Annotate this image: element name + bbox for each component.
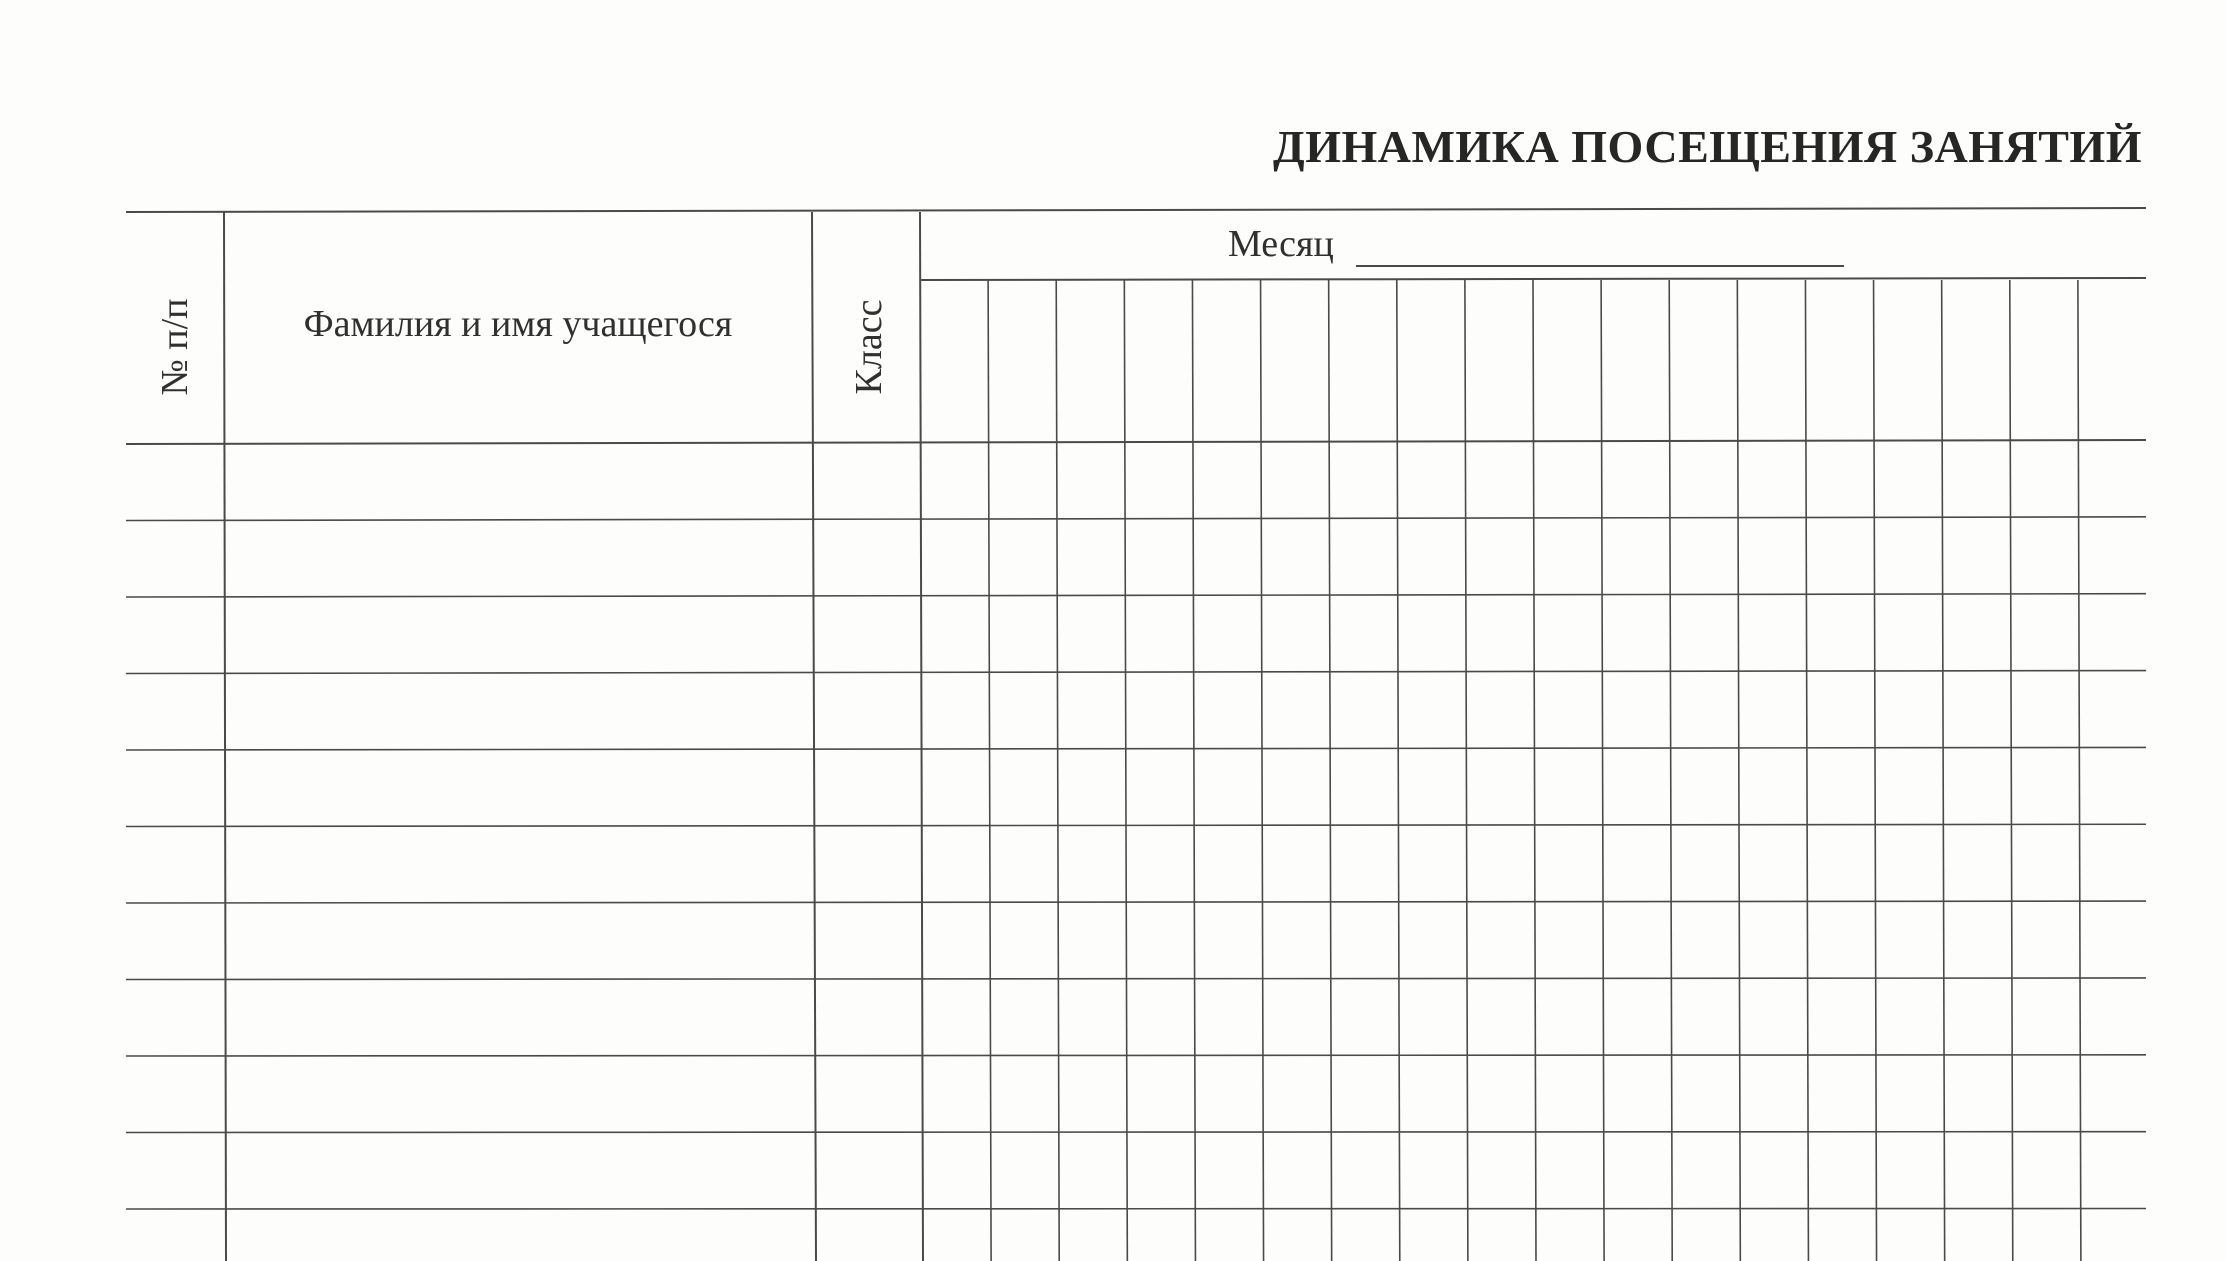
cell-attendance-day[interactable] [1601,750,1669,827]
cell-attendance-day[interactable] [1397,903,1465,980]
cell-attendance-day[interactable] [2010,444,2078,521]
cell-attendance-day[interactable] [1397,1133,1465,1210]
cell-attendance-day[interactable] [1874,750,1942,827]
cell-attendance-day[interactable] [1261,903,1329,980]
cell-attendance-day[interactable] [2078,827,2146,904]
cell-student-name[interactable] [224,1209,812,1261]
cell-attendance-day[interactable] [1192,1133,1260,1210]
cell-attendance-day[interactable] [1397,521,1465,598]
cell-attendance-day[interactable] [1737,597,1805,674]
cell-attendance-day[interactable] [1805,1209,1873,1261]
cell-attendance-day[interactable] [1261,674,1329,751]
cell-attendance-day[interactable] [1874,1209,1942,1261]
cell-row-number[interactable] [126,1133,224,1210]
table-row [126,597,2146,674]
cell-attendance-day[interactable] [2078,903,2146,980]
cell-student-name[interactable] [224,521,812,598]
cell-row-number[interactable] [126,521,224,598]
cell-attendance-day[interactable] [2010,750,2078,827]
cell-attendance-day[interactable] [1533,1209,1601,1261]
cell-attendance-day[interactable] [920,903,988,980]
cell-attendance-day[interactable] [1465,1209,1533,1261]
cell-attendance-day[interactable] [1533,750,1601,827]
cell-attendance-day[interactable] [1261,750,1329,827]
cell-attendance-day[interactable] [1942,521,2010,598]
cell-attendance-day[interactable] [1737,444,1805,521]
column-header-student-name: Фамилия и имя учащегося [303,303,733,345]
cell-attendance-day[interactable] [1329,1133,1397,1210]
cell-row-number[interactable] [126,1209,224,1261]
cell-row-number[interactable] [126,1056,224,1133]
cell-attendance-day[interactable] [1874,1056,1942,1133]
cell-attendance-day[interactable] [1669,1209,1737,1261]
cell-attendance-day[interactable] [2010,1209,2078,1261]
table-row [126,674,2146,751]
cell-attendance-day[interactable] [2078,1133,2146,1210]
cell-attendance-day[interactable] [1942,1133,2010,1210]
cell-student-name[interactable] [224,1056,812,1133]
cell-attendance-day[interactable] [1192,444,1260,521]
cell-attendance-day[interactable] [1192,521,1260,598]
cell-attendance-day[interactable] [1329,521,1397,598]
cell-attendance-day[interactable] [1942,674,2010,751]
cell-student-name[interactable] [224,1133,812,1210]
cell-row-number[interactable] [126,674,224,751]
cell-row-number[interactable] [126,980,224,1057]
cell-attendance-day[interactable] [1942,903,2010,980]
cell-attendance-day[interactable] [1261,980,1329,1057]
cell-attendance-day[interactable] [1805,827,1873,904]
cell-attendance-day[interactable] [920,827,988,904]
cell-attendance-day[interactable] [1942,827,2010,904]
cell-attendance-day[interactable] [920,980,988,1057]
cell-attendance-day[interactable] [1669,444,1737,521]
cell-attendance-day[interactable] [1192,827,1260,904]
cell-attendance-day[interactable] [988,521,1056,598]
cell-attendance-day[interactable] [1737,827,1805,904]
column-header-month: Месяц [1228,223,1334,265]
cell-attendance-day[interactable] [988,1056,1056,1133]
cell-attendance-day[interactable] [2078,1209,2146,1261]
cell-attendance-day[interactable] [1737,521,1805,598]
cell-attendance-day[interactable] [1805,597,1873,674]
cell-attendance-day[interactable] [988,1133,1056,1210]
cell-attendance-day[interactable] [1465,521,1533,598]
cell-attendance-day[interactable] [1874,980,1942,1057]
cell-attendance-day[interactable] [1397,827,1465,904]
cell-attendance-day[interactable] [1737,980,1805,1057]
cell-class[interactable] [812,444,920,521]
cell-attendance-day[interactable] [1737,1133,1805,1210]
cell-row-number[interactable] [126,903,224,980]
cell-attendance-day[interactable] [2010,521,2078,598]
cell-attendance-day[interactable] [1261,827,1329,904]
cell-attendance-day[interactable] [1329,903,1397,980]
cell-attendance-day[interactable] [1465,1133,1533,1210]
cell-attendance-day[interactable] [1805,444,1873,521]
cell-attendance-day[interactable] [1942,597,2010,674]
cell-attendance-day[interactable] [988,444,1056,521]
cell-attendance-day[interactable] [1601,444,1669,521]
cell-attendance-day[interactable] [920,521,988,598]
cell-attendance-day[interactable] [1056,521,1124,598]
cell-attendance-day[interactable] [1942,1209,2010,1261]
cell-attendance-day[interactable] [1124,597,1192,674]
cell-class[interactable] [812,1209,920,1261]
cell-attendance-day[interactable] [1465,597,1533,674]
cell-attendance-day[interactable] [1056,827,1124,904]
cell-attendance-day[interactable] [2078,444,2146,521]
cell-attendance-day[interactable] [1737,1209,1805,1261]
cell-student-name[interactable] [224,827,812,904]
cell-attendance-day[interactable] [1874,674,1942,751]
cell-class[interactable] [812,1133,920,1210]
cell-attendance-day[interactable] [920,1133,988,1210]
cell-attendance-day[interactable] [1669,980,1737,1057]
cell-attendance-day[interactable] [2010,827,2078,904]
cell-attendance-day[interactable] [1669,1133,1737,1210]
cell-class[interactable] [812,674,920,751]
cell-attendance-day[interactable] [1533,597,1601,674]
table-row [126,1133,2146,1210]
cell-student-name[interactable] [224,980,812,1057]
cell-row-number[interactable] [126,827,224,904]
cell-attendance-day[interactable] [920,1056,988,1133]
cell-attendance-day[interactable] [1056,1056,1124,1133]
cell-attendance-day[interactable] [1874,827,1942,904]
cell-attendance-day[interactable] [1329,750,1397,827]
cell-attendance-day[interactable] [1192,597,1260,674]
cell-attendance-day[interactable] [1805,521,1873,598]
cell-attendance-day[interactable] [2078,980,2146,1057]
cell-attendance-day[interactable] [1805,903,1873,980]
cell-row-number[interactable] [126,444,224,521]
cell-attendance-day[interactable] [1942,750,2010,827]
cell-attendance-day[interactable] [1669,750,1737,827]
cell-attendance-day[interactable] [2078,1056,2146,1133]
cell-attendance-day[interactable] [2010,597,2078,674]
cell-attendance-day[interactable] [2078,674,2146,751]
cell-attendance-day[interactable] [1669,827,1737,904]
cell-row-number[interactable] [126,750,224,827]
cell-attendance-day[interactable] [1056,444,1124,521]
cell-attendance-day[interactable] [1942,980,2010,1057]
cell-attendance-day[interactable] [1261,1209,1329,1261]
cell-attendance-day[interactable] [920,750,988,827]
column-header-class: Класс [848,299,890,395]
column-header-row-number: № п/п [154,298,196,396]
cell-class[interactable] [812,597,920,674]
document-title: ДИНАМИКА ПОСЕЩЕНИЯ ЗАНЯТИЙ [1273,121,2142,172]
cell-attendance-day[interactable] [2010,903,2078,980]
cell-student-name[interactable] [224,903,812,980]
table-row [126,903,2146,980]
cell-attendance-day[interactable] [1533,444,1601,521]
cell-attendance-day[interactable] [1533,521,1601,598]
cell-attendance-day[interactable] [2010,1133,2078,1210]
cell-attendance-day[interactable] [988,827,1056,904]
cell-attendance-day[interactable] [1329,827,1397,904]
cell-attendance-day[interactable] [1601,1209,1669,1261]
cell-student-name[interactable] [224,597,812,674]
cell-attendance-day[interactable] [1669,1056,1737,1133]
cell-attendance-day[interactable] [988,750,1056,827]
cell-class[interactable] [812,750,920,827]
cell-attendance-day[interactable] [988,903,1056,980]
cell-attendance-day[interactable] [1261,1133,1329,1210]
cell-attendance-day[interactable] [1669,597,1737,674]
cell-attendance-day[interactable] [1465,827,1533,904]
cell-attendance-day[interactable] [1329,1056,1397,1133]
cell-attendance-day[interactable] [1124,1209,1192,1261]
table-row [126,980,2146,1057]
cell-attendance-day[interactable] [1192,980,1260,1057]
cell-student-name[interactable] [224,444,812,521]
cell-attendance-day[interactable] [2078,521,2146,598]
cell-attendance-day[interactable] [1601,1133,1669,1210]
cell-attendance-day[interactable] [1601,827,1669,904]
cell-attendance-day[interactable] [1533,980,1601,1057]
cell-class[interactable] [812,980,920,1057]
cell-attendance-day[interactable] [1874,1133,1942,1210]
cell-attendance-day[interactable] [988,980,1056,1057]
cell-attendance-day[interactable] [1261,597,1329,674]
cell-attendance-day[interactable] [1397,674,1465,751]
cell-attendance-day[interactable] [1533,1133,1601,1210]
cell-attendance-day[interactable] [1465,750,1533,827]
cell-attendance-day[interactable] [1124,980,1192,1057]
cell-attendance-day[interactable] [1124,674,1192,751]
cell-attendance-day[interactable] [1056,1133,1124,1210]
cell-attendance-day[interactable] [1124,521,1192,598]
cell-attendance-day[interactable] [1056,980,1124,1057]
table-row [126,1209,2146,1261]
table-row [126,750,2146,827]
cell-attendance-day[interactable] [1056,597,1124,674]
cell-attendance-day[interactable] [988,1209,1056,1261]
cell-attendance-day[interactable] [1329,1209,1397,1261]
cell-attendance-day[interactable] [1737,674,1805,751]
cell-attendance-day[interactable] [1261,1056,1329,1133]
cell-attendance-day[interactable] [1465,1056,1533,1133]
cell-attendance-day[interactable] [2010,1056,2078,1133]
cell-attendance-day[interactable] [1124,1133,1192,1210]
cell-attendance-day[interactable] [1805,750,1873,827]
cell-attendance-day[interactable] [1737,1056,1805,1133]
cell-attendance-day[interactable] [1192,1209,1260,1261]
cell-attendance-day[interactable] [1601,903,1669,980]
cell-attendance-day[interactable] [1192,674,1260,751]
cell-attendance-day[interactable] [1397,444,1465,521]
cell-class[interactable] [812,1056,920,1133]
cell-attendance-day[interactable] [1669,903,1737,980]
cell-attendance-day[interactable] [1942,1056,2010,1133]
cell-attendance-day[interactable] [1737,750,1805,827]
cell-attendance-day[interactable] [1601,980,1669,1057]
cell-attendance-day[interactable] [1601,674,1669,751]
cell-attendance-day[interactable] [1397,597,1465,674]
cell-attendance-day[interactable] [988,597,1056,674]
cell-attendance-day[interactable] [920,444,988,521]
cell-attendance-day[interactable] [1124,903,1192,980]
cell-attendance-day[interactable] [1874,597,1942,674]
cell-attendance-day[interactable] [1329,980,1397,1057]
cell-attendance-day[interactable] [1056,1209,1124,1261]
cell-attendance-day[interactable] [1465,444,1533,521]
cell-attendance-day[interactable] [1465,674,1533,751]
cell-attendance-day[interactable] [1874,903,1942,980]
cell-attendance-day[interactable] [1669,521,1737,598]
cell-attendance-day[interactable] [1397,750,1465,827]
cell-attendance-day[interactable] [2010,674,2078,751]
cell-attendance-day[interactable] [1056,750,1124,827]
cell-attendance-day[interactable] [2078,597,2146,674]
table-row [126,521,2146,598]
cell-attendance-day[interactable] [1329,674,1397,751]
cell-attendance-day[interactable] [1329,444,1397,521]
cell-class[interactable] [812,521,920,598]
cell-attendance-day[interactable] [1805,1056,1873,1133]
cell-attendance-day[interactable] [1124,827,1192,904]
cell-attendance-day[interactable] [920,1209,988,1261]
table-row [126,1056,2146,1133]
cell-attendance-day[interactable] [1465,980,1533,1057]
cell-attendance-day[interactable] [1124,444,1192,521]
cell-student-name[interactable] [224,750,812,827]
cell-attendance-day[interactable] [1533,903,1601,980]
cell-attendance-day[interactable] [1874,444,1942,521]
cell-attendance-day[interactable] [1737,903,1805,980]
cell-attendance-day[interactable] [1533,674,1601,751]
cell-attendance-day[interactable] [1601,597,1669,674]
cell-attendance-day[interactable] [1056,903,1124,980]
cell-attendance-day[interactable] [1942,444,2010,521]
cell-attendance-day[interactable] [2010,980,2078,1057]
cell-attendance-day[interactable] [1669,674,1737,751]
cell-attendance-day[interactable] [2078,750,2146,827]
cell-student-name[interactable] [224,674,812,751]
cell-attendance-day[interactable] [1533,1056,1601,1133]
cell-attendance-day[interactable] [1261,521,1329,598]
cell-attendance-day[interactable] [1397,1209,1465,1261]
cell-attendance-day[interactable] [1601,521,1669,598]
cell-attendance-day[interactable] [1874,521,1942,598]
cell-attendance-day[interactable] [1805,674,1873,751]
cell-class[interactable] [812,827,920,904]
cell-attendance-day[interactable] [1261,444,1329,521]
cell-attendance-day[interactable] [1465,903,1533,980]
cell-attendance-day[interactable] [920,597,988,674]
cell-attendance-day[interactable] [1192,1056,1260,1133]
cell-attendance-day[interactable] [1192,903,1260,980]
cell-attendance-day[interactable] [1805,980,1873,1057]
table-row [126,827,2146,904]
cell-class[interactable] [812,903,920,980]
cell-attendance-day[interactable] [1805,1133,1873,1210]
cell-attendance-day[interactable] [1397,980,1465,1057]
cell-attendance-day[interactable] [1124,750,1192,827]
cell-attendance-day[interactable] [1533,827,1601,904]
cell-attendance-day[interactable] [1329,597,1397,674]
cell-attendance-day[interactable] [988,674,1056,751]
cell-row-number[interactable] [126,597,224,674]
table-row [126,444,2146,521]
cell-attendance-day[interactable] [920,674,988,751]
cell-attendance-day[interactable] [1397,1056,1465,1133]
cell-attendance-day[interactable] [1601,1056,1669,1133]
cell-attendance-day[interactable] [1192,750,1260,827]
cell-attendance-day[interactable] [1056,674,1124,751]
cell-attendance-day[interactable] [1124,1056,1192,1133]
